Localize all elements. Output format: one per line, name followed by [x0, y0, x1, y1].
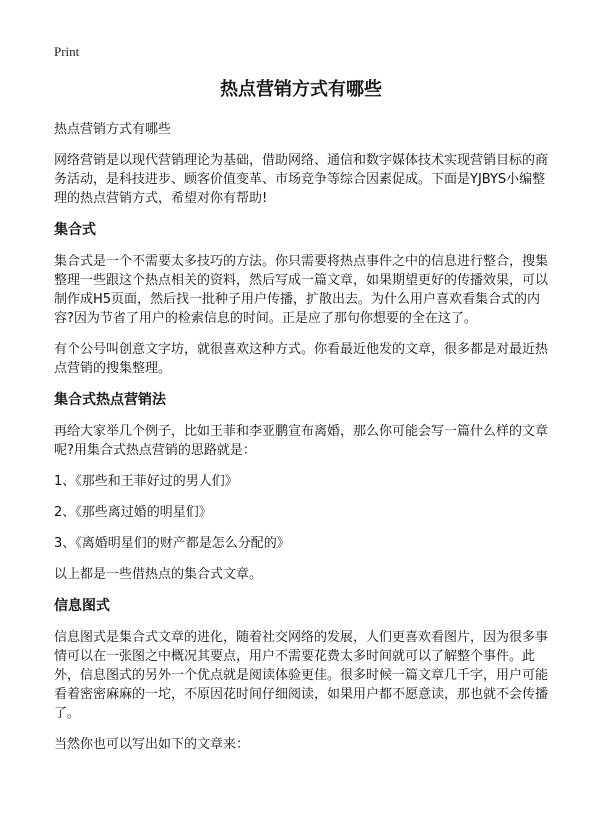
subtitle-paragraph: 热点营销方式有哪些 [54, 122, 172, 137]
intro-paragraph: 网络营销是以现代营销理论为基础，借助网络、通信和数字媒体技术实现营销目标的商务活动，是科技进步、顾客价值变革、市场竞争等综合因素促成。下面是YJBYS小编整理的热点营销方式，希望对你有帮助! [54, 153, 549, 206]
list-item: 1、《那些和王菲好过的男人们》 [54, 474, 238, 489]
section-collection-paragraph-1: 集合式是一个不需要太多技巧的方法。你只需要将热点事件之中的信息进行整合，搜集整理一些跟这个热点相关的资料，然后写成一篇文章，如果期望更好的传播效果，可以制作成H5页面，然后找一批种子用户传播，扩散出去。为什么用户喜欢看集合式的内容?因为节省了用户的检索信息的时间。正是应了那句你想要的全在这了。 [54, 254, 549, 326]
list-item: 2、《那些离过婚的明星们》 [54, 505, 212, 520]
section-infographic-paragraph-2: 当然你也可以写出如下的文章来： [54, 737, 250, 752]
list-item: 3、《离婚明星们的财产都是怎么分配的》 [54, 536, 290, 551]
section-method-paragraph-1: 再给大家举几个例子，比如王菲和李亚鹏宣布离婚，那么你可能会写一篇什么样的文章呢?用集合式热点营销的思路就是： [54, 424, 549, 458]
section-collection-paragraph-2: 有个公号叫创意文字坊，就很喜欢这种方式。你看最近他发的文章，很多都是对最近热点营销的搜集整理。 [54, 342, 549, 376]
section-heading-collection: 集合式 [54, 222, 96, 238]
section-heading-collection-method: 集合式热点营销法 [54, 392, 166, 408]
print-link[interactable]: Print [54, 44, 80, 59]
section-heading-infographic: 信息图式 [54, 598, 110, 614]
section-infographic-paragraph-1: 信息图式是集合式文章的进化，随着社交网络的发展，人们更喜欢看图片，因为很多事情可以在一张图之中概况其要点，用户不需要花费太多时间就可以了解整个事件。此外，信息图式的另外一个优点就是阅读体验更佳。很多时候一篇文章几千字，用户可能看着密密麻麻的一坨，不原因花时间仔细阅读，如果用户都不愿意读，那也就不会传播了。 [54, 630, 549, 721]
page-title: 热点营销方式有哪些 [220, 79, 382, 100]
section-method-paragraph-2: 以上都是一些借热点的集合式文章。 [54, 567, 263, 582]
